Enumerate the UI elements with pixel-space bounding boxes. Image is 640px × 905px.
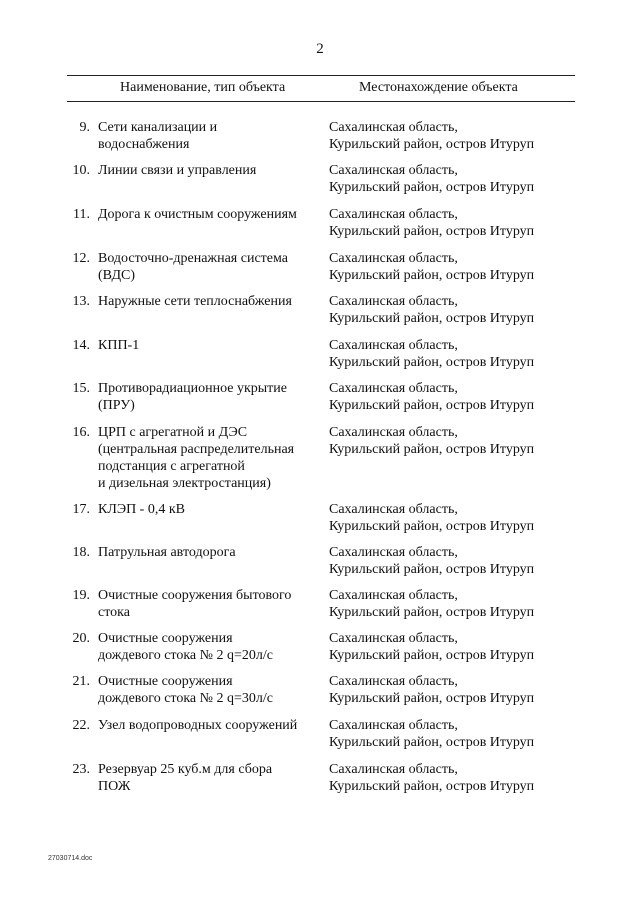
location-line-2: Курильский район, остров Итуруп [329,268,535,283]
object-name: Противорадиационное укрытие (ПРУ) [98,381,287,413]
location-line-2: Курильский район, остров Итуруп [329,398,535,413]
object-name: Патрульная автодорога [98,545,236,560]
object-location [329,587,579,621]
header-location: Местонахождение объекта [359,80,518,95]
location-line-2: Курильский район, остров Итуруп [329,137,535,152]
location-line-2: Курильский район, остров Итуруп [329,648,535,663]
location-line-1: Сахалинская область, [329,425,458,440]
object-location [329,119,579,153]
object-location [329,206,579,240]
object-name: Сети канализации и водоснабжения [98,120,218,152]
object-location [329,501,579,535]
row-number: 18. [72,545,90,560]
location-line-2: Курильский район, остров Итуруп [329,779,535,794]
table-header-rule [67,101,575,102]
object-location [329,673,579,707]
object-location [329,630,579,664]
object-name: ЦРП с агрегатной и ДЭС (центральная распределительная подстанция с агрегатной и дизельная электростанция) [98,425,295,491]
row-number: 20. [72,631,90,646]
object-name: Дорога к очистным сооружениям [98,207,297,222]
location-line-1: Сахалинская область, [329,718,458,733]
location-line-1: Сахалинская область, [329,120,458,135]
row-number: 13. [72,294,90,309]
object-name: КЛЭП - 0,4 кВ [98,502,185,517]
object-location [329,250,579,284]
table-top-rule [67,75,575,76]
object-location [329,761,579,795]
location-line-2: Курильский район, остров Итуруп [329,735,535,750]
object-name: Резервуар 25 куб.м для сбора ПОЖ [98,762,273,794]
object-name: КПП-1 [98,338,140,353]
location-line-1: Сахалинская область, [329,502,458,517]
object-location [329,162,579,196]
location-line-2: Курильский район, остров Итуруп [329,224,535,239]
location-line-2: Курильский район, остров Итуруп [329,355,535,370]
object-location [329,544,579,578]
row-number: 10. [72,163,90,178]
location-line-2: Курильский район, остров Итуруп [329,605,535,620]
object-location [329,337,579,371]
row-number: 14. [72,338,90,353]
object-name: Водосточно-дренажная система (ВДС) [98,251,288,283]
location-line-2: Курильский район, остров Итуруп [329,180,535,195]
location-line-2: Курильский район, остров Итуруп [329,519,535,534]
location-line-1: Сахалинская область, [329,588,458,603]
object-name: Узел водопроводных сооружений [98,718,298,733]
location-line-1: Сахалинская область, [329,163,458,178]
row-number: 22. [72,718,90,733]
row-number: 17. [72,502,90,517]
header-name: Наименование, тип объекта [120,80,286,95]
page-number: 2 [316,41,324,57]
location-line-1: Сахалинская область, [329,207,458,222]
location-line-2: Курильский район, остров Итуруп [329,562,535,577]
row-number: 9. [79,120,90,135]
row-number: 16. [72,425,90,440]
object-location [329,717,579,751]
object-location [329,293,579,327]
location-line-2: Курильский район, остров Итуруп [329,311,535,326]
row-number: 23. [72,762,90,777]
object-name: Очистные сооружения дождевого стока № 2 q=20л/с [98,631,273,663]
object-name: Очистные сооружения дождевого стока № 2 q=30л/с [98,674,273,706]
location-line-2: Курильский район, остров Итуруп [329,691,535,706]
location-line-1: Сахалинская область, [329,674,458,689]
location-line-2: Курильский район, остров Итуруп [329,442,535,457]
location-line-1: Сахалинская область, [329,251,458,266]
file-name-footer: 27030714.doc [48,855,93,862]
location-line-1: Сахалинская область, [329,381,458,396]
object-name: Наружные сети теплоснабжения [98,294,292,309]
location-line-1: Сахалинская область, [329,631,458,646]
location-line-1: Сахалинская область, [329,294,458,309]
row-number: 11. [73,207,90,222]
object-name: Линии связи и управления [98,163,257,178]
location-line-1: Сахалинская область, [329,762,458,777]
row-number: 12. [72,251,90,266]
object-location [329,380,579,414]
location-line-1: Сахалинская область, [329,545,458,560]
location-line-1: Сахалинская область, [329,338,458,353]
row-number: 21. [72,674,90,689]
object-name: Очистные сооружения бытового стока [98,588,292,620]
row-number: 19. [72,588,90,603]
object-location [329,424,579,458]
row-number: 15. [72,381,90,396]
